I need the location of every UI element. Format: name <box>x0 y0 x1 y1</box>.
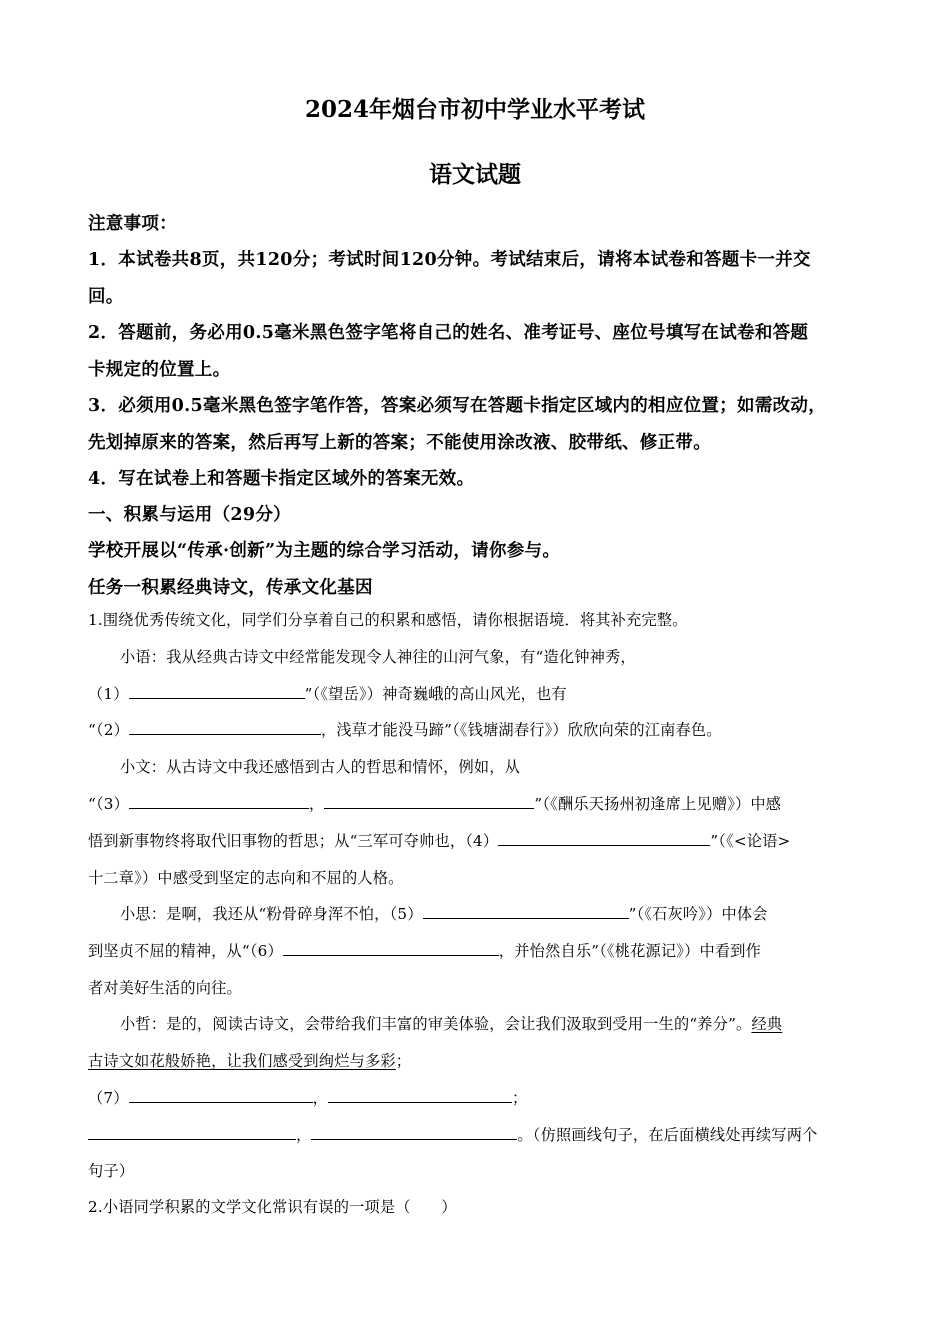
blank-label-3: “（3） <box>88 795 130 813</box>
exam-subtitle: 语文试题 <box>429 161 521 188</box>
answer-blank-7d[interactable] <box>311 1125 517 1140</box>
task-heading: 任务一积累经典诗文，传承文化基因 <box>88 578 373 598</box>
q1-line-2-text: ”（《望岳》）神奇巍峨的高山风光，也有 <box>304 685 567 703</box>
answer-blank-1[interactable] <box>129 684 305 699</box>
q1-line-5-comma: ， <box>309 795 325 813</box>
blank-label-1: （1） <box>88 685 129 703</box>
notes-heading: 注意事项： <box>88 214 177 234</box>
q1-line-2 <box>88 683 567 704</box>
q1-line-6-source: ”（《<论语> <box>710 832 791 850</box>
answer-blank-6[interactable] <box>283 941 499 956</box>
exam-title: 2024年烟台市初中学业水平考试 <box>304 96 645 123</box>
q1-line-14-comma: ， <box>296 1126 312 1144</box>
note-2a: 2．答题前，务必用0.5毫米黑色签字笔将自己的姓名、准考证号、座位号填写在试卷和答题 <box>88 323 809 343</box>
q1-line-7: 十二章》）中感受到坚定的志向和不屈的人格。 <box>88 869 404 887</box>
section-heading: 一、积累与运用（29分） <box>88 505 291 525</box>
q1-line-6-text: 悟到新事物终将取代旧事物的哲思；从“三军可夺帅也，（4） <box>88 832 499 850</box>
note-3b: 先划掉原来的答案，然后再写上新的答案；不能使用涂改液、胶带纸、修正带。 <box>88 433 711 453</box>
answer-blank-7c[interactable] <box>88 1125 296 1140</box>
underlined-model-sentence: 古诗文如花般娇艳，让我们感受到绚烂与多彩 <box>88 1052 396 1070</box>
q1-line-13-comma: ， <box>312 1089 329 1107</box>
q1-line-11 <box>120 1013 782 1034</box>
q1-line-13-semicolon: ； <box>512 1089 528 1107</box>
note-1a: 1．本试卷共8页，共120分；考试时间120分钟。考试结束后，请将本试卷和答题卡一并交 <box>88 250 811 270</box>
q1-line-5 <box>88 793 781 814</box>
answer-blank-5[interactable] <box>423 904 629 919</box>
note-2b: 卡规定的位置上。 <box>88 360 231 380</box>
q1-line-13 <box>88 1087 527 1108</box>
note-4: 4．写在试卷上和答题卡指定区域外的答案无效。 <box>88 469 475 489</box>
blank-label-7: （7） <box>88 1089 129 1107</box>
q1-line-5-text: ”（《酬乐天扬州初逢席上见赠》）中感 <box>534 795 782 813</box>
q1-stem: 1.围绕优秀传统文化，同学们分享着自己的积累和感悟，请你根据语境．将其补充完整。 <box>88 611 688 629</box>
underlined-model-sentence-start: 经典 <box>751 1015 783 1033</box>
answer-blank-4[interactable] <box>498 831 710 846</box>
q1-line-3-text: ，浅草才能没马蹄”（《钱塘湖春行》）欣欣向荣的江南春色。 <box>321 721 722 739</box>
q1-line-8-source: ”（《石灰吟》）中体会 <box>628 905 768 923</box>
q1-line-15: 句子） <box>88 1162 135 1180</box>
answer-blank-3a[interactable] <box>129 794 309 809</box>
answer-blank-7a[interactable] <box>129 1088 313 1103</box>
q1-line-8-text: 小思：是啊，我还从“粉骨碎身浑不怕，（5） <box>120 905 423 923</box>
answer-blank-7b[interactable] <box>328 1088 512 1103</box>
q1-line-1: 小语：我从经典古诗文中经常能发现令人神往的山河气象，有“造化钟神秀， <box>120 648 636 666</box>
q1-line-9 <box>88 940 761 961</box>
q1-line-3 <box>88 719 722 740</box>
q1-line-9-text: 到坚贞不屈的精神，从“（6） <box>88 942 283 960</box>
note-3a: 3．必须用0.5毫米黑色签字笔作答，答案必须写在答题卡指定区域内的相应位置；如需改动， <box>88 396 827 416</box>
q1-line-9-source: ，并怡然自乐”（《桃花源记》）中看到作 <box>498 942 762 960</box>
answer-blank-2[interactable] <box>129 720 321 735</box>
answer-blank-3b[interactable] <box>324 794 534 809</box>
blank-label-2: “（2） <box>88 721 130 739</box>
section-intro: 学校开展以“传承·创新”为主题的综合学习活动，请你参与。 <box>88 541 561 561</box>
note-1b: 回。 <box>88 287 124 307</box>
q1-line-4: 小文：从古诗文中我还感悟到古人的哲思和情怀，例如，从 <box>120 758 521 776</box>
q1-line-10: 者对美好生活的向往。 <box>88 979 242 997</box>
q1-line-14-text: 。（仿照画线句子，在后面横线处再续写两个 <box>517 1126 818 1144</box>
q1-line-12 <box>88 1050 411 1071</box>
q2-stem: 2.小语同学积累的文学文化常识有误的一项是（ ） <box>88 1198 457 1216</box>
q1-line-14 <box>88 1124 818 1145</box>
q1-line-12-punct: ； <box>395 1052 412 1070</box>
q1-line-11-text: 小哲：是的，阅读古诗文，会带给我们丰富的审美体验，会让我们汲取到受用一生的“养分”。 <box>120 1015 752 1033</box>
q1-line-6 <box>88 830 790 851</box>
q1-line-8 <box>120 903 768 924</box>
